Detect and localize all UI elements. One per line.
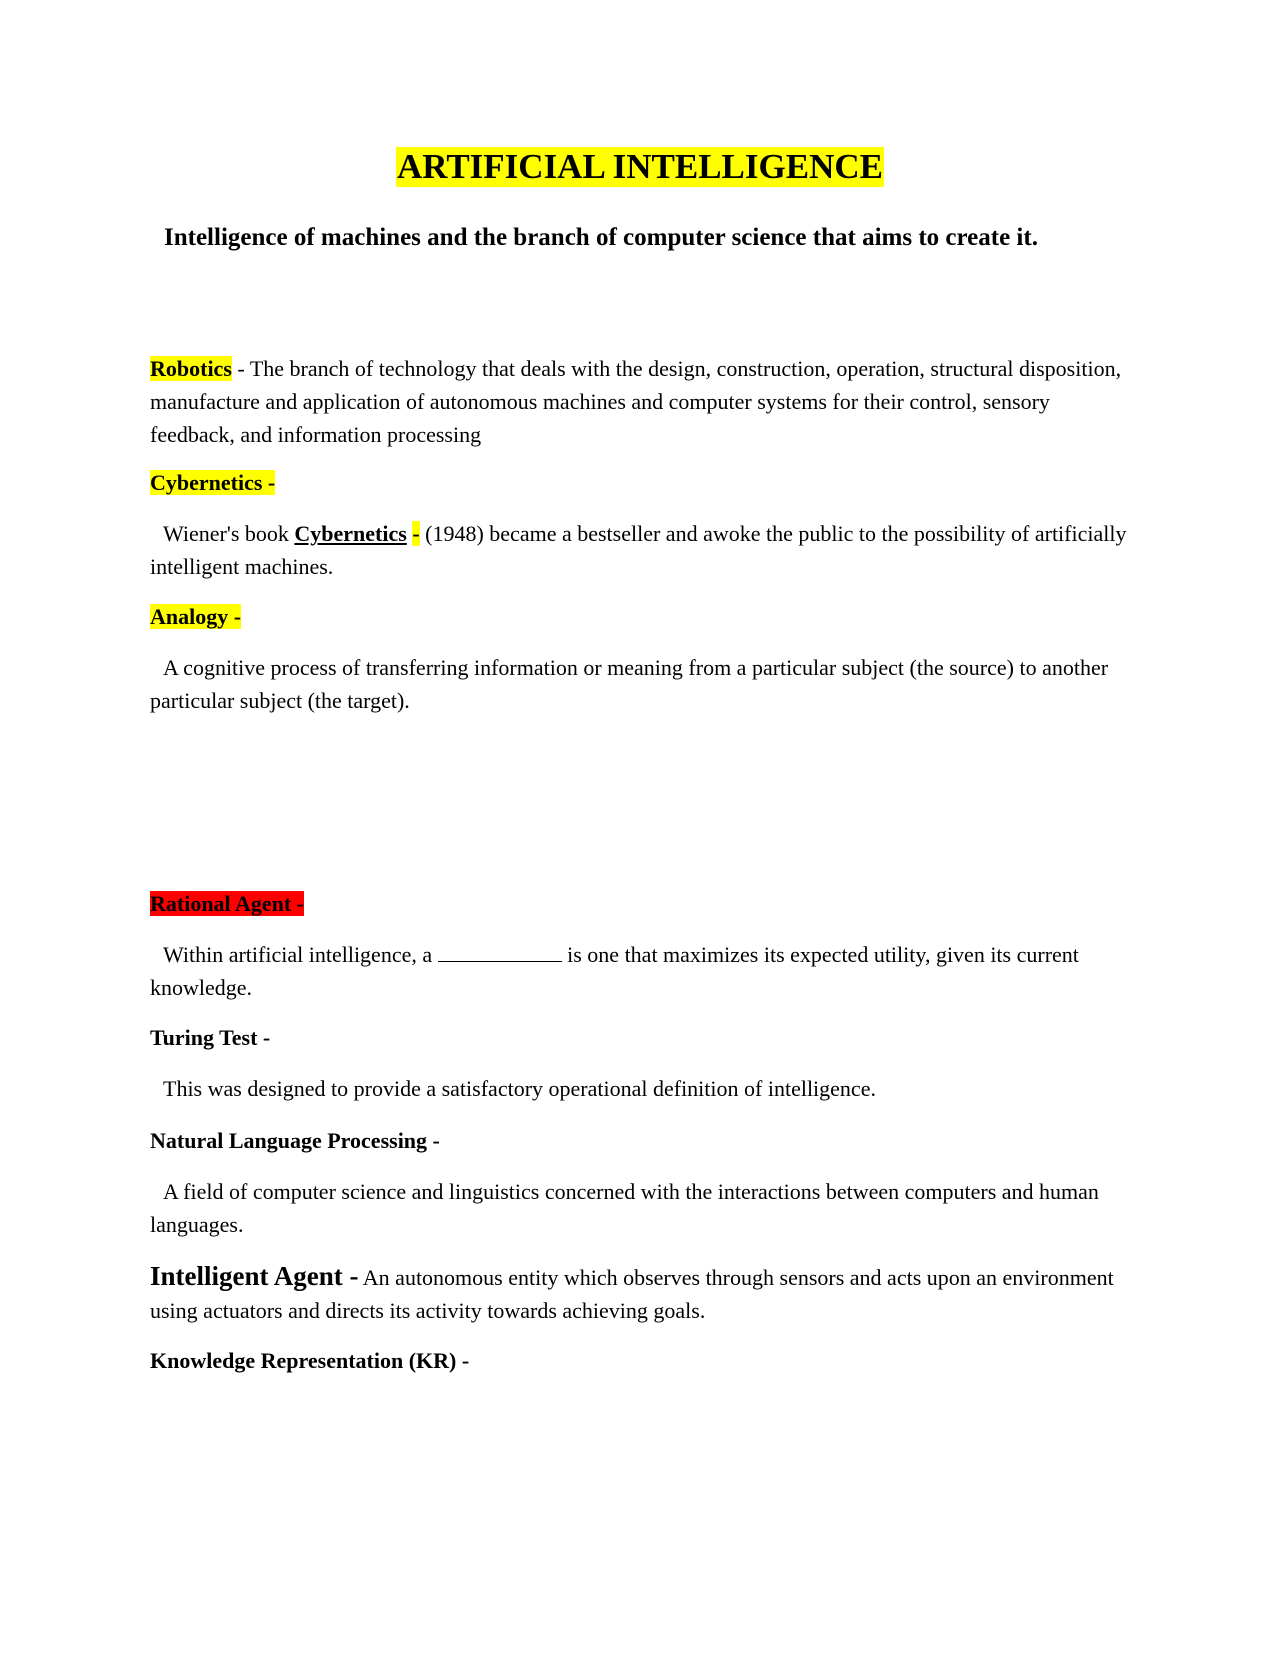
robotics-paragraph bbox=[150, 352, 1130, 451]
analogy-heading-paragraph bbox=[150, 600, 1130, 633]
cybernetics-paragraph bbox=[150, 517, 1130, 583]
rational-agent-text-after: is one that maximizes its expected utility, given its current knowledge. bbox=[150, 942, 1079, 1000]
nlp-heading-paragraph bbox=[150, 1124, 1130, 1157]
knowledge-representation-paragraph bbox=[150, 1344, 1130, 1377]
intelligent-agent-definition: An autonomous entity which observes through sensors and acts upon an environment using actuators and directs its activity towards achieving goals. bbox=[150, 1265, 1114, 1323]
nlp-heading: Natural Language Processing - bbox=[150, 1128, 440, 1153]
cybernetics-dash: - bbox=[412, 521, 420, 546]
cybernetics-book-title: Cybernetics bbox=[294, 521, 407, 546]
robotics-definition: - The branch of technology that deals with the design, construction, operation, structural disposition, manufacture and application of autonomous machines and computer systems for their control, sensory feedback, and information processing bbox=[150, 356, 1122, 447]
fill-in-blank bbox=[438, 939, 562, 962]
turing-test-paragraph: This was designed to provide a satisfactory operational definition of intelligence. bbox=[163, 1076, 876, 1101]
intelligent-agent-paragraph bbox=[150, 1260, 1130, 1327]
analogy-paragraph: A cognitive process of transferring information or meaning from a particular subject (the source) to another particular subject (the target). bbox=[150, 655, 1109, 713]
intelligent-agent-term: Intelligent Agent - bbox=[150, 1261, 359, 1291]
analogy-heading: Analogy - bbox=[150, 604, 242, 629]
rational-agent-heading: Rational Agent - bbox=[150, 891, 304, 916]
cybernetics-heading: Cybernetics - bbox=[150, 470, 276, 495]
subtitle: Intelligence of machines and the branch of computer science that aims to create it. bbox=[164, 224, 1038, 251]
title-container bbox=[0, 147, 1280, 187]
rational-agent-paragraph bbox=[150, 938, 1130, 1004]
cybernetics-text-before: Wiener's book bbox=[163, 521, 295, 546]
turing-test-heading: Turing Test - bbox=[150, 1025, 271, 1050]
rational-agent-text-before: Within artificial intelligence, a bbox=[163, 942, 438, 967]
cybernetics-heading-paragraph bbox=[150, 466, 1130, 499]
turing-test-heading-paragraph bbox=[150, 1021, 1130, 1054]
rational-agent-heading-paragraph bbox=[150, 887, 1130, 920]
page-title: ARTIFICIAL INTELLIGENCE bbox=[397, 147, 883, 186]
nlp-paragraph: A field of computer science and linguistics concerned with the interactions between computers and human languages. bbox=[150, 1179, 1099, 1237]
robotics-term: Robotics bbox=[150, 356, 232, 381]
knowledge-representation-heading: Knowledge Representation (KR) - bbox=[150, 1348, 470, 1373]
cybernetics-text-after: (1948) became a bestseller and awoke the public to the possibility of artificially intelligent machines. bbox=[150, 521, 1127, 579]
